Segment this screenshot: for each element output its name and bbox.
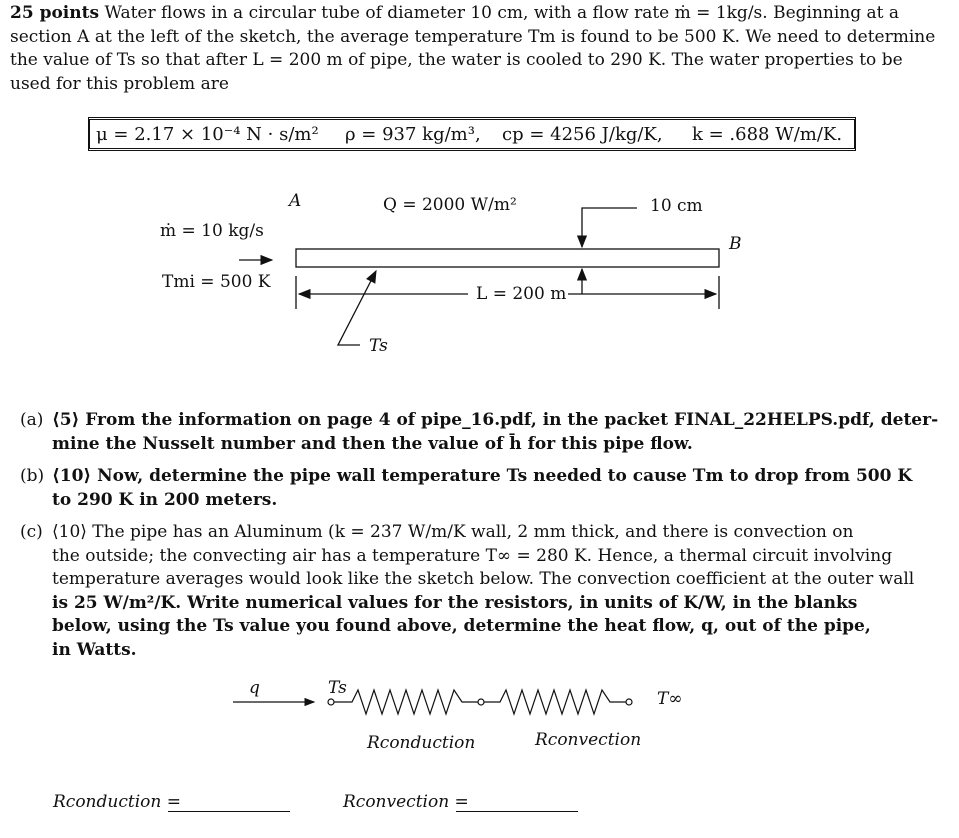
part-a-text: ⟨5⟩ From the information on page 4 of pipe_16.pdf, in the packet FINAL_22HELPS.pdf, deter- mine the Nusselt number and then the value of h̄ for this pipe flow.	[52, 410, 939, 454]
circuit-ts-label: Ts	[328, 678, 347, 698]
intro-line-2: section A at the left of the sketch, the average temperature Tm is found to be 500 K. We need to determine	[10, 26, 936, 47]
prop-conductivity: k = .688 W/m/K.	[692, 124, 843, 145]
label-section-b: B	[729, 234, 742, 254]
mass-flow-label: ṁ = 10 kg/s	[160, 221, 264, 241]
part-b-tag: (b)	[20, 466, 45, 486]
answer-r-conduction-blank[interactable]	[168, 811, 290, 812]
node-tinf	[626, 699, 632, 705]
resistor-conduction	[334, 690, 478, 714]
circuit-r-conduction-label: Rconduction	[367, 733, 476, 753]
circuit-q-label: q	[249, 678, 260, 698]
resistor-convection	[484, 690, 626, 714]
part-b-text: ⟨10⟩ Now, determine the pipe wall temperature Ts needed to cause Tm to drop from 500 K to 290 K in 200 meters.	[52, 466, 913, 510]
part-a-tag: (a)	[20, 410, 44, 430]
node-middle	[478, 699, 484, 705]
length-label: L = 200 m	[476, 284, 567, 304]
intro-line-3: the value of Ts so that after L = 200 m of pipe, the water is cooled to 290 K. The water properties to be	[10, 50, 903, 70]
intro-line-4: used for this problem are	[10, 73, 229, 94]
diameter-label: 10 cm	[650, 196, 703, 216]
node-ts	[328, 699, 334, 705]
heat-flux-label: Q = 2000 W/m²	[383, 195, 517, 215]
points-label: 25 points	[10, 3, 100, 23]
answer-r-convection-blank[interactable]	[456, 811, 578, 812]
circuit-r-convection-label: Rconvection	[535, 730, 642, 750]
wall-temp-label: Ts	[369, 336, 388, 356]
answer-r-convection-label: Rconvection =	[343, 792, 469, 812]
label-section-a: A	[289, 191, 302, 211]
prop-viscosity: μ = 2.17 × 10⁻⁴ N · s/m²	[96, 124, 319, 145]
prop-density: ρ = 937 kg/m³,	[345, 124, 481, 145]
circuit-tinf-label: T∞	[657, 689, 683, 709]
intro-line-1: 25 points Water flows in a circular tube of diameter 10 cm, with a flow rate ṁ = 1kg/s. Beginning at a	[10, 3, 900, 23]
part-c-text: ⟨10⟩ The pipe has an Aluminum (k = 237 W/m/K wall, 2 mm thick, and there is convection on the outside; the convecting air has a temperature T∞ = 280 K. Hence, a thermal circuit involving temperature averages would look like the sketch below. The convection coefficient at the outer wall is 25 W/m²/K. Write numerical values for the resistors, in units of K/W, in the blanks below, using the Ts value you found above, determine the heat flow, q, out of the pipe, in Watts.	[52, 522, 915, 660]
inlet-temp-label: Tmi = 500 K	[162, 272, 271, 292]
answer-r-conduction-label: Rconduction =	[53, 792, 181, 812]
prop-specific-heat: cp = 4256 J/kg/K,	[502, 124, 663, 145]
part-c-tag: (c)	[20, 522, 43, 542]
